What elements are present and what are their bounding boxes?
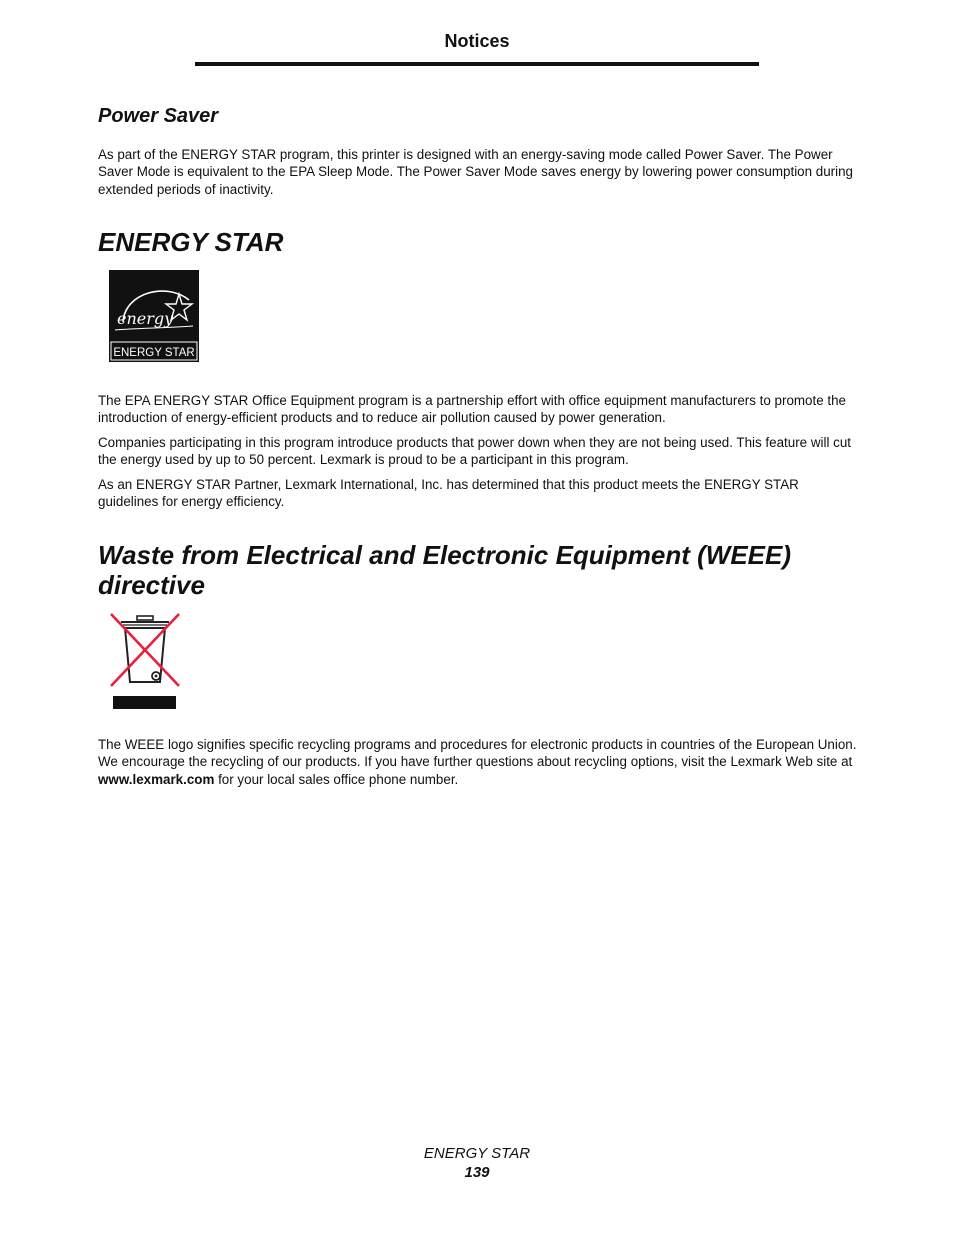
weee-paragraph-text-1: The WEEE logo signifies specific recycling programs and procedures for electronic products in countries of the European Union. We encourage the recycling of our products. If you have further questions about recycling options, visit the Lexmark Web site at [98, 737, 857, 770]
page-header-title: Notices [444, 31, 510, 51]
energy-star-paragraph-1: The EPA ENERGY STAR Office Equipment program is a partnership effort with office equipment manufacturers to promote the introduction of energy-efficient products and to reduce air pollution caused by power generation. [98, 393, 847, 426]
energy-script-text: energy [117, 309, 174, 328]
power-saver-heading: Power Saver [98, 105, 219, 127]
energy-star-logo [109, 270, 199, 362]
header-rule [195, 62, 759, 66]
footer-page-number: 139 [464, 1164, 490, 1181]
energy-star-paragraph-2: Companies participating in this program introduce products that power down when they are not being used. This feature will cut the energy used by up to 50 percent. Lexmark is proud to be a participant in this program. [98, 435, 852, 468]
weee-paragraph-text-2: for your local sales office phone number. [214, 771, 459, 787]
weee-heading: Waste from Electrical and Electronic Equipment (WEEE) directive [98, 540, 791, 600]
footer-section-name: ENERGY STAR [423, 1145, 531, 1162]
weee-paragraph [98, 736, 858, 788]
weee-crossed-bin-icon [107, 610, 183, 712]
lexmark-website-link[interactable]: www.lexmark.com [98, 771, 215, 787]
power-saver-paragraph: As part of the ENERGY STAR program, this printer is designed with an energy-saving mode called Power Saver. The Power Saver Mode is equivalent to the EPA Sleep Mode. The Power Saver Mode saves energy by lowering power consumption during extended periods of inactivity. [98, 147, 854, 197]
energy-star-heading: ENERGY STAR [98, 227, 284, 257]
energy-star-paragraph-3: As an ENERGY STAR Partner, Lexmark International, Inc. has determined that this product meets the ENERGY STAR guidelines for energy efficiency. [98, 477, 799, 510]
energy-star-band-text: ENERGY STAR [113, 347, 195, 359]
